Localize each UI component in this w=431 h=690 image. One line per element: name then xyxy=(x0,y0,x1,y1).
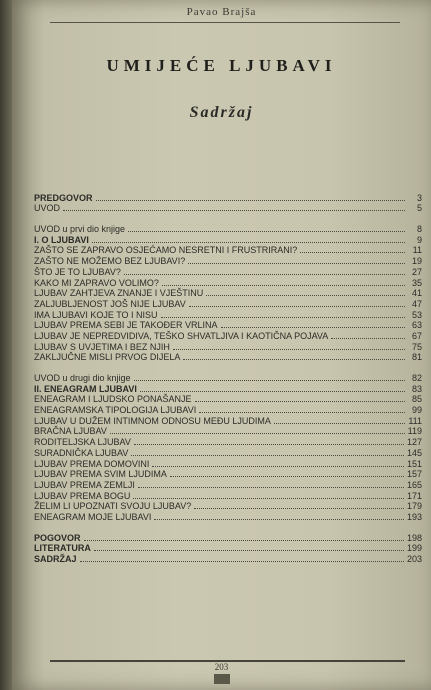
toc-entry-title: LJUBAV PREMA ZEMLJI xyxy=(34,479,135,490)
toc-entry-page: 127 xyxy=(406,437,422,448)
toc-entry-page: 75 xyxy=(411,341,422,352)
toc-entry-page: 11 xyxy=(412,245,422,256)
toc-entry-title: LJUBAV U DUŽEM INTIMNOM ODNOSU MEĐU LJUDIMA xyxy=(34,415,271,426)
toc-entry-title: LJUBAV PREMA SVIM LJUDIMA xyxy=(34,469,167,480)
toc-entry-title: ŽELIM LI UPOZNATI SVOJU LJUBAV? xyxy=(34,501,192,512)
toc-leader-dots xyxy=(134,443,404,445)
toc-entry-title: UVOD u drugi dio knjige xyxy=(34,373,131,383)
toc-entry-title: PREDGOVOR xyxy=(34,192,93,203)
toc-group-gap xyxy=(34,362,422,372)
toc-entry-title: II. ENEAGRAM LJUBAVI xyxy=(34,383,137,394)
toc-leader-dots xyxy=(133,497,404,499)
toc-entry-title: SURADNIČKA LJUBAV xyxy=(34,447,129,458)
toc-entry-page: 5 xyxy=(416,203,422,214)
toc-leader-dots xyxy=(173,348,405,350)
toc-entry-page: 3 xyxy=(416,192,422,203)
toc-leader-dots xyxy=(188,262,405,264)
toc-leader-dots xyxy=(128,230,405,232)
toc-entry-page: 157 xyxy=(406,469,422,480)
toc-entry-title: ENEAGRAM MOJE LJUBAVI xyxy=(34,511,152,522)
toc-entry-title: LJUBAV PREMA BOGU xyxy=(34,490,131,501)
toc-entry-title: SADRŽAJ xyxy=(34,554,77,564)
toc-leader-dots xyxy=(92,241,405,243)
table-of-contents xyxy=(34,192,422,564)
toc-entry-title: LJUBAV PREMA DOMOVINI xyxy=(34,458,150,469)
toc-entry xyxy=(34,490,422,501)
toc-entry xyxy=(34,203,422,214)
toc-group-gap xyxy=(34,213,422,223)
toc-entry-page: 199 xyxy=(406,543,422,554)
toc-entry-page: 119 xyxy=(407,426,422,437)
book-spine-shadow xyxy=(0,0,12,690)
toc-leader-dots xyxy=(124,273,405,275)
page-number: 203 xyxy=(214,662,229,672)
toc-entry-title: IMA LJUBAVI KOJE TO I NISU xyxy=(34,309,158,320)
toc-entry xyxy=(34,394,422,405)
toc-entry-page: 179 xyxy=(406,501,422,512)
toc-entry-title: UVOD u prvi dio knjige xyxy=(34,224,126,235)
toc-leader-dots xyxy=(138,486,404,488)
toc-entry-title: RODITELJSKA LJUBAV xyxy=(34,437,131,448)
toc-entry-title: ZALJUBLJENOST JOŠ NIJE LJUBAV xyxy=(34,298,186,309)
toc-entry-title: ZAŠTO SE ZAPRAVO OSJEĆAMO NESRETNI I FRUSTRIRANI? xyxy=(34,245,298,256)
toc-leader-dots xyxy=(131,454,404,456)
toc-entry xyxy=(34,426,422,437)
toc-entry xyxy=(34,532,422,543)
toc-entry-title: ŠTO JE TO LJUBAV? xyxy=(34,266,121,277)
toc-leader-dots xyxy=(194,507,404,509)
toc-entry-page: 8 xyxy=(416,224,422,235)
toc-leader-dots xyxy=(94,549,404,551)
toc-leader-dots xyxy=(183,358,405,360)
toc-entry-title: ENEAGRAMSKA TIPOLOGIJA LJUBAVI xyxy=(34,405,197,416)
toc-leader-dots xyxy=(300,251,405,253)
toc-leader-dots xyxy=(161,316,405,318)
toc-entry-title: BRAČNA LJUBAV xyxy=(34,426,107,437)
toc-entry xyxy=(34,330,422,341)
toc-entry-page: 171 xyxy=(406,490,422,501)
toc-leader-dots xyxy=(199,411,405,413)
toc-entry xyxy=(34,277,422,288)
toc-entry-page: 27 xyxy=(411,266,422,277)
toc-entry-page: 81 xyxy=(411,352,422,363)
toc-entry-page: 151 xyxy=(406,458,422,469)
toc-entry xyxy=(34,458,422,469)
toc-entry-page: 203 xyxy=(406,554,422,564)
toc-entry-page: 47 xyxy=(411,298,422,309)
toc-leader-dots xyxy=(140,390,405,392)
toc-leader-dots xyxy=(110,432,405,434)
toc-entry-page: 111 xyxy=(408,415,422,426)
toc-entry-page: 165 xyxy=(406,479,422,490)
toc-entry xyxy=(34,266,422,277)
toc-entry-page: 19 xyxy=(411,256,422,267)
toc-entry xyxy=(34,383,422,394)
toc-entry xyxy=(34,255,422,266)
toc-entry-page: 41 xyxy=(411,288,422,299)
book-title: UMIJEĆE LJUBAVI xyxy=(106,56,337,75)
toc-entry-title: KAKO MI ZAPRAVO VOLIMO? xyxy=(34,277,159,288)
toc-entry-page: 193 xyxy=(406,511,422,522)
toc-entry xyxy=(34,543,422,554)
toc-entry xyxy=(34,404,422,415)
toc-entry xyxy=(34,288,422,299)
toc-entry-title: ENEAGRAM I LJUDSKO PONAŠANJE xyxy=(34,394,192,405)
footer-ornament xyxy=(214,674,230,684)
toc-entry xyxy=(34,309,422,320)
contents-heading: Sadržaj xyxy=(189,104,254,121)
toc-leader-dots xyxy=(170,475,404,477)
toc-entry-title: LITERATURA xyxy=(34,543,91,554)
toc-entry xyxy=(34,245,422,256)
toc-entry-page: 83 xyxy=(411,383,422,394)
toc-entry-page: 198 xyxy=(406,532,422,543)
toc-entry-page: 53 xyxy=(411,309,422,320)
toc-entry-page: 35 xyxy=(411,277,422,288)
toc-entry-title: ZAŠTO NE MOŽEMO BEZ LJUBAVI? xyxy=(34,256,186,267)
toc-entry xyxy=(34,223,422,234)
toc-entry xyxy=(34,447,422,458)
toc-entry xyxy=(34,192,422,203)
toc-leader-dots xyxy=(206,294,405,296)
toc-leader-dots xyxy=(63,209,405,211)
toc-entry xyxy=(34,553,422,564)
toc-leader-dots xyxy=(154,518,404,520)
toc-entry-title: LJUBAV S UVJETIMA I BEZ NJIH xyxy=(34,341,170,352)
toc-leader-dots xyxy=(221,326,405,328)
toc-entry xyxy=(34,436,422,447)
toc-entry-page: 82 xyxy=(411,373,422,383)
toc-group-gap xyxy=(34,522,422,532)
toc-entry-title: LJUBAV PREMA SEBI JE TAKOĐER VRLINA xyxy=(34,320,218,331)
toc-entry xyxy=(34,320,422,331)
toc-entry-title: LJUBAV ZAHTJEVA ZNANJE I VJEŠTINU xyxy=(34,288,204,299)
toc-entry xyxy=(34,372,422,383)
toc-leader-dots xyxy=(80,560,404,562)
toc-entry-page: 145 xyxy=(406,447,422,458)
toc-leader-dots xyxy=(152,465,404,467)
toc-entry xyxy=(34,479,422,490)
toc-leader-dots xyxy=(331,337,405,339)
toc-entry xyxy=(34,341,422,352)
toc-entry-title: POGOVOR xyxy=(34,532,81,543)
toc-entry xyxy=(34,469,422,480)
toc-leader-dots xyxy=(96,199,405,201)
toc-entry xyxy=(34,298,422,309)
toc-entry xyxy=(34,501,422,512)
toc-leader-dots xyxy=(189,305,405,307)
toc-leader-dots xyxy=(84,539,404,541)
toc-leader-dots xyxy=(162,284,405,286)
toc-entry-title: LJUBAV JE NEPREDVIDIVA, TEŠKO SHVATLJIVA I KAOTIČNA POJAVA xyxy=(34,330,329,341)
toc-entry-page: 9 xyxy=(416,234,422,245)
toc-entry-title: I. O LJUBAVI xyxy=(34,234,89,245)
running-header-author: Pavao Brajša xyxy=(186,6,257,18)
toc-entry-title: UVOD xyxy=(34,203,61,214)
toc-entry-page: 85 xyxy=(411,394,422,405)
toc-leader-dots xyxy=(134,379,405,381)
toc-entry-page: 99 xyxy=(411,405,422,416)
toc-leader-dots xyxy=(274,422,405,424)
toc-entry xyxy=(34,415,422,426)
toc-leader-dots xyxy=(195,400,405,402)
header-rule xyxy=(50,22,400,23)
book-page xyxy=(12,0,431,690)
toc-entry xyxy=(34,352,422,363)
toc-entry-page: 67 xyxy=(411,330,422,341)
toc-entry-page: 63 xyxy=(411,320,422,331)
toc-entry xyxy=(34,511,422,522)
toc-entry-title: ZAKLJUČNE MISLI PRVOG DIJELA xyxy=(34,352,181,363)
toc-entry xyxy=(34,234,422,245)
